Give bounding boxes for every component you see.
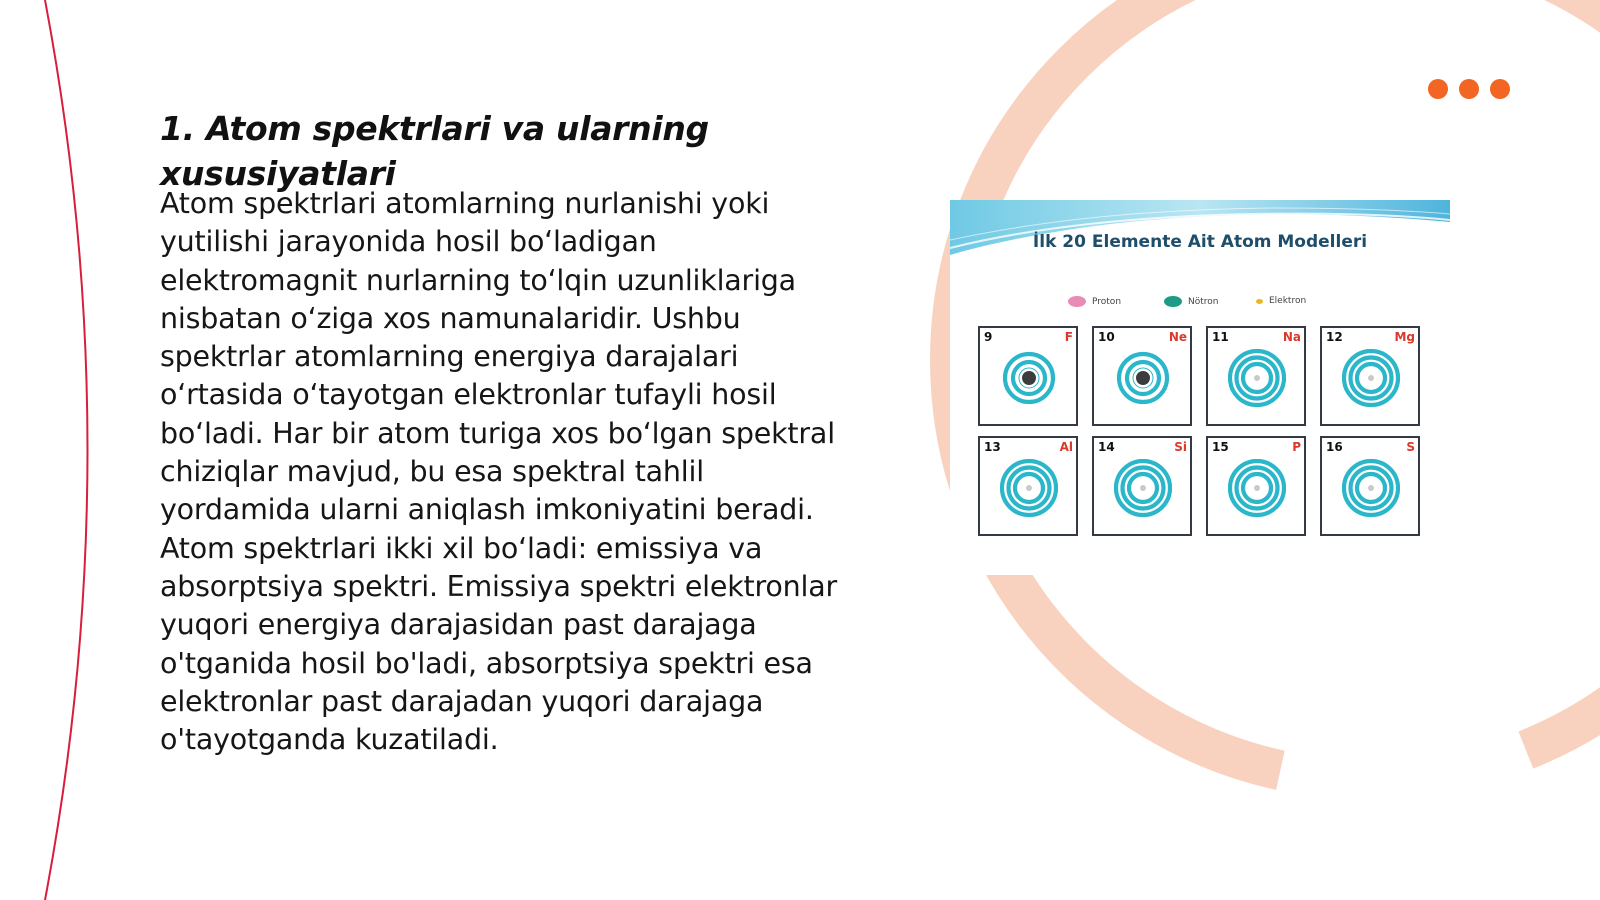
atomic-number: 10 bbox=[1098, 330, 1115, 344]
decorative-dots bbox=[1428, 79, 1510, 99]
atom-cell bbox=[978, 326, 1078, 426]
atomic-number: 15 bbox=[1212, 440, 1229, 454]
legend-label: Proton bbox=[1092, 296, 1122, 307]
atom-models-figure bbox=[950, 200, 1450, 575]
element-symbol: Mg bbox=[1394, 330, 1415, 344]
atomic-number: 13 bbox=[984, 440, 1001, 454]
element-symbol: S bbox=[1406, 440, 1415, 454]
atom-shells-icon bbox=[1114, 349, 1172, 407]
atom-cell bbox=[1092, 436, 1192, 536]
element-symbol: P bbox=[1292, 440, 1301, 454]
neutron-swatch bbox=[1164, 296, 1182, 307]
atomic-number: 9 bbox=[984, 330, 993, 344]
nucleus bbox=[1136, 371, 1150, 385]
atom-shells-icon bbox=[1342, 349, 1400, 407]
element-symbol: Al bbox=[1059, 440, 1073, 454]
nucleus-core bbox=[1140, 485, 1146, 491]
nucleus-core bbox=[1368, 485, 1374, 491]
legend-item-neutron bbox=[1164, 296, 1218, 307]
atom-cell bbox=[1206, 436, 1306, 536]
atom-shells-icon bbox=[1342, 459, 1400, 517]
electron-swatch bbox=[1256, 299, 1263, 304]
atom-shells-icon bbox=[1000, 459, 1058, 517]
legend-label: Nötron bbox=[1188, 296, 1219, 307]
nucleus-core bbox=[1026, 485, 1032, 491]
figure-title: İlk 20 Elemente Ait Atom Modelleri bbox=[1032, 232, 1368, 252]
element-symbol: Na bbox=[1282, 330, 1301, 344]
legend-label: Elektron bbox=[1269, 296, 1307, 306]
orange-dot bbox=[1459, 79, 1479, 99]
slide-body-text: Atom spektrlari atomlarning nurlanishi yoki yutilishi jarayonida hosil bo‘ladigan elektromagnit nurlarning to‘lqin uzunliklariga nisbatan o‘ziga xos namunalaridir. Ushbu spektrlar atomlarning energiya darajalari o‘rtasida o‘tayotgan elektronlar tufayli hosil bo‘ladi. Har bir atom turiga xos bo‘lgan spektral chiziqlar mavjud, bu esa spektral tahlil yordamida ularni aniqlash imkoniyatini beradi. Atom spektrlari ikki xil bo‘ladi: emissiya va absorptsiya spektri. Emissiya spektri elektronlar yuqori energiya darajasidan past darajaga o'tganida hosil bo'ladi, absorptsiya spektri esa elektronlar past darajadan yuqori darajaga o'tayotganda kuzatiladi. bbox=[160, 187, 837, 757]
atomic-number: 12 bbox=[1326, 330, 1343, 344]
atom-cell bbox=[978, 436, 1078, 536]
atomic-number: 11 bbox=[1212, 330, 1229, 344]
atom-shells-icon bbox=[1000, 349, 1058, 407]
element-symbol: Si bbox=[1174, 440, 1187, 454]
nucleus-core bbox=[1254, 375, 1260, 381]
orange-dot bbox=[1428, 79, 1448, 99]
nucleus bbox=[1022, 371, 1036, 385]
atomic-number: 16 bbox=[1326, 440, 1343, 454]
element-symbol: Ne bbox=[1168, 330, 1187, 344]
legend-item-proton bbox=[1068, 296, 1121, 307]
proton-swatch bbox=[1068, 296, 1086, 307]
nucleus-core bbox=[1368, 375, 1374, 381]
atom-cell bbox=[1206, 326, 1306, 426]
atom-cell bbox=[1092, 326, 1192, 426]
atom-cell bbox=[1320, 436, 1420, 536]
orange-dot bbox=[1490, 79, 1510, 99]
nucleus-core bbox=[1254, 485, 1260, 491]
atom-shells-icon bbox=[1114, 459, 1172, 517]
atom-cell bbox=[1320, 326, 1420, 426]
element-symbol: F bbox=[1064, 330, 1073, 344]
atomic-number: 14 bbox=[1098, 440, 1115, 454]
atom-shells-icon bbox=[1228, 459, 1286, 517]
legend-item-electron bbox=[1256, 296, 1306, 306]
slide-title: 1. Atom spektrlari va ularning xususiyatlari bbox=[160, 109, 709, 193]
left-accent-line bbox=[45, 0, 88, 900]
atom-shells-icon bbox=[1228, 349, 1286, 407]
